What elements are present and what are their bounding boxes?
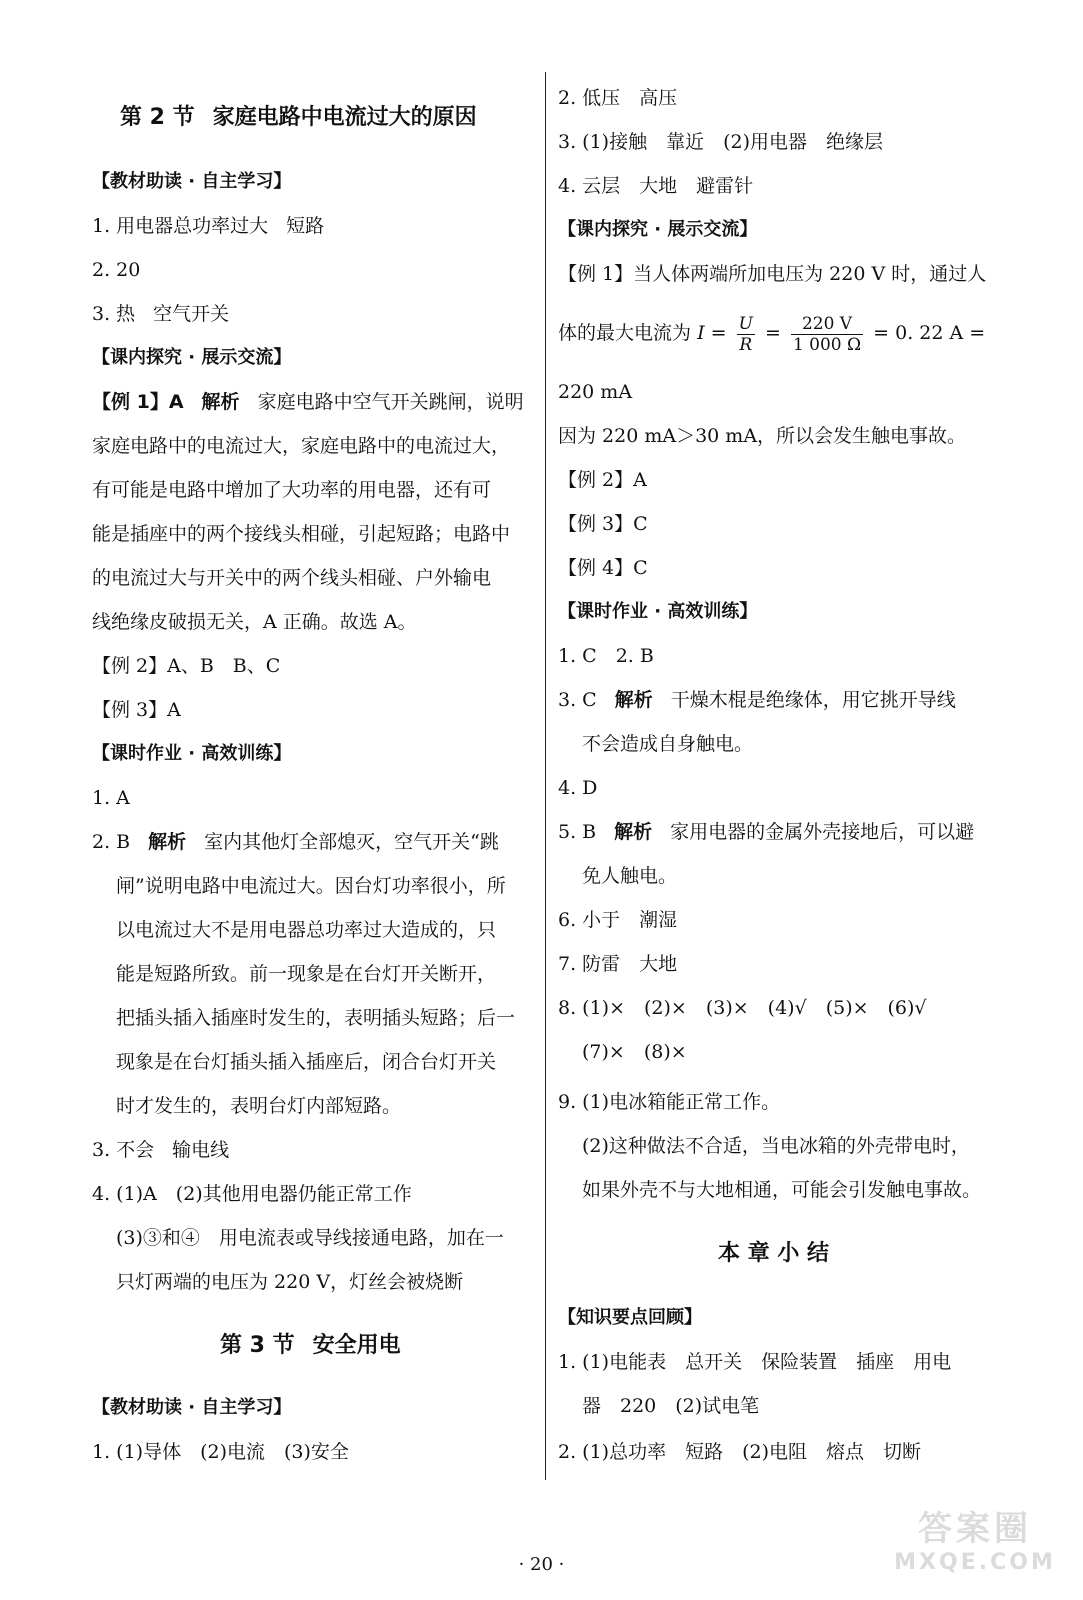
- answer-line: 2. 低压 高压: [558, 87, 678, 109]
- answer-line: [558, 688, 956, 712]
- analysis-line: 的电流过大与开关中的两个线头相碰、户外输电: [92, 567, 492, 589]
- answer-line: 只灯两端的电压为 220 V，灯丝会被烧断: [116, 1271, 464, 1293]
- section-title-text: 家庭电路中电流过大的原因: [212, 105, 477, 130]
- answer-line: (2)这种做法不合适，当电冰箱的外壳带电时，: [582, 1135, 970, 1157]
- current-symbol: I: [697, 322, 705, 344]
- example-line: 【例 2】A: [558, 469, 647, 491]
- analysis-label: 解析: [148, 831, 187, 853]
- analysis-text: 干燥木棍是绝缘体，用它挑开导线: [670, 689, 956, 711]
- formula-line: [558, 310, 985, 356]
- analysis-line: 闸”说明电路中电流过大。因台灯功率很小，所: [116, 875, 506, 897]
- answer-text: 2. B: [92, 831, 131, 853]
- subsection-heading: 【知识要点回顾】: [558, 1307, 702, 1328]
- formula-result: = 0. 22 A =: [873, 322, 986, 344]
- answer-line: [92, 302, 229, 326]
- example-line: [92, 390, 524, 414]
- answer-text: 短路: [286, 215, 325, 237]
- analysis-line: 时才发生的，表明台灯内部短路。: [116, 1095, 402, 1117]
- answer-line: 器 220 (2)试电笔: [582, 1395, 760, 1417]
- answer-line: 8. (1)× (2)× (3)× (4)√ (5)× (6)√: [558, 997, 927, 1019]
- example-line: 【例 1】当人体两端所加电压为 220 V 时，通过人: [558, 263, 987, 285]
- analysis-line: 线绝缘皮破损无关，A 正确。故选 A。: [92, 611, 417, 633]
- watermark-text: 答案圈: [918, 1509, 1032, 1549]
- answer-text: 空气开关: [153, 303, 230, 325]
- answer-line: 4. (1)A (2)其他用电器仍能正常工作: [92, 1183, 412, 1205]
- answer-line: [92, 214, 324, 238]
- section-title-text: 安全用电: [312, 1333, 401, 1358]
- formula-line: 220 mA: [558, 381, 633, 403]
- subsection-heading: 【课时作业 · 高效训练】: [558, 601, 758, 622]
- analysis-line: 家庭电路中的电流过大，家庭电路中的电流过大，: [92, 435, 511, 457]
- answer-line: [558, 820, 974, 844]
- analysis-line: 不会造成自身触电。: [582, 733, 754, 755]
- answer-line: [92, 830, 499, 854]
- analysis-line: 以电流过大不是用电器总功率过大造成的，只: [116, 919, 497, 941]
- answer-line: 1. A: [92, 787, 130, 809]
- subsection-heading: 【课时作业 · 高效训练】: [92, 743, 292, 764]
- formula-prefix: 体的最大电流为: [558, 322, 692, 344]
- answer-text: 3. C: [558, 689, 597, 711]
- answer-line: 1. (1)电能表 总开关 保险装置 插座 用电: [558, 1351, 952, 1373]
- analysis-line: 能是短路所致。前一现象是在台灯开关断开，: [116, 963, 497, 985]
- analysis-text: 室内其他灯全部熄灭，空气开关“跳: [204, 831, 499, 853]
- subsection-heading: 【课内探究 · 展示交流】: [558, 219, 758, 240]
- numerator: 220 V: [791, 314, 863, 335]
- example-line: 【例 3】A: [92, 699, 181, 721]
- fraction-u-over-r: [737, 314, 755, 355]
- equals-sign: =: [710, 322, 727, 344]
- analysis-line: 有可能是电路中增加了大功率的用电器，还有可: [92, 479, 492, 501]
- analysis-text: 家用电器的金属外壳接地后，可以避: [670, 821, 975, 843]
- answer-line: 1. (1)导体 (2)电流 (3)安全: [92, 1441, 349, 1463]
- analysis-label: 解析: [614, 689, 653, 711]
- answer-line: 1. C 2. B: [558, 645, 654, 667]
- answer-line: 4. 云层 大地 避雷针: [558, 175, 754, 197]
- answer-line: (7)× (8)×: [582, 1041, 687, 1063]
- resistance-symbol: R: [739, 334, 753, 355]
- answer-text: 5. B: [558, 821, 597, 843]
- analysis-label: 解析: [614, 821, 653, 843]
- analysis-line: 把插头插入插座时发生的，表明插头短路；后一: [116, 1007, 516, 1029]
- answer-line: 如果外壳不与大地相通，可能会引发触电事故。: [582, 1179, 982, 1201]
- page-number: · 20 ·: [518, 1554, 565, 1575]
- analysis-line: 能是插座中的两个接线头相碰，引起短路；电路中: [92, 523, 511, 545]
- analysis-line: 免人触电。: [582, 865, 678, 887]
- analysis-line: 现象是在台灯插头插入插座后，闭合台灯开关: [116, 1051, 497, 1073]
- answer-line: 6. 小于 潮湿: [558, 909, 678, 931]
- example-label: 【例 1】A: [92, 391, 184, 413]
- answer-text: 3. 不会: [92, 1139, 155, 1161]
- subsection-heading: 【教材助读 · 自主学习】: [92, 1397, 292, 1418]
- voltage-symbol: U: [738, 313, 753, 334]
- watermark-url: MXQE.COM: [894, 1550, 1056, 1575]
- answer-line: 2. (1)总功率 短路 (2)电阻 熔点 切断: [558, 1441, 921, 1463]
- watermark-logo: [880, 1508, 1070, 1592]
- example-line: 因为 220 mA＞30 mA，所以会发生触电事故。: [558, 425, 967, 447]
- column-divider: [545, 72, 546, 1480]
- answer-line: 3. (1)接触 靠近 (2)用电器 绝缘层: [558, 131, 883, 153]
- example-line: 【例 4】C: [558, 557, 648, 579]
- answer-line: 7. 防雷 大地: [558, 953, 678, 975]
- subsection-heading: 【教材助读 · 自主学习】: [92, 171, 292, 192]
- denominator: 1 000 Ω: [792, 334, 862, 355]
- answer-line: (3)③和④ 用电流表或导线接通电路，加在一: [116, 1227, 504, 1249]
- section-number: 第 3 节: [220, 1333, 295, 1358]
- subsection-heading: 【课内探究 · 展示交流】: [92, 347, 292, 368]
- answer-text: 1. 用电器总功率过大: [92, 215, 269, 237]
- answer-text: 输电线: [172, 1139, 230, 1161]
- answer-line: 9. (1)电冰箱能正常工作。: [558, 1091, 781, 1113]
- example-line: 【例 2】A、B B、C: [92, 655, 281, 677]
- equals-sign: =: [764, 322, 781, 344]
- analysis-text: 家庭电路中空气开关跳闸，说明: [257, 391, 524, 413]
- analysis-label: 解析: [201, 391, 240, 413]
- answer-text: 3. 热: [92, 303, 136, 325]
- section-title-3: [220, 1332, 401, 1360]
- fraction-values: [791, 314, 863, 355]
- example-line: 【例 3】C: [558, 513, 648, 535]
- section-number: 第 2 节: [120, 105, 195, 130]
- answer-line: 2. 20: [92, 259, 141, 281]
- section-title-2: [120, 104, 477, 132]
- answer-line: 4. D: [558, 777, 598, 799]
- chapter-summary-title: 本 章 小 结: [718, 1241, 829, 1266]
- answer-line: [92, 1138, 229, 1162]
